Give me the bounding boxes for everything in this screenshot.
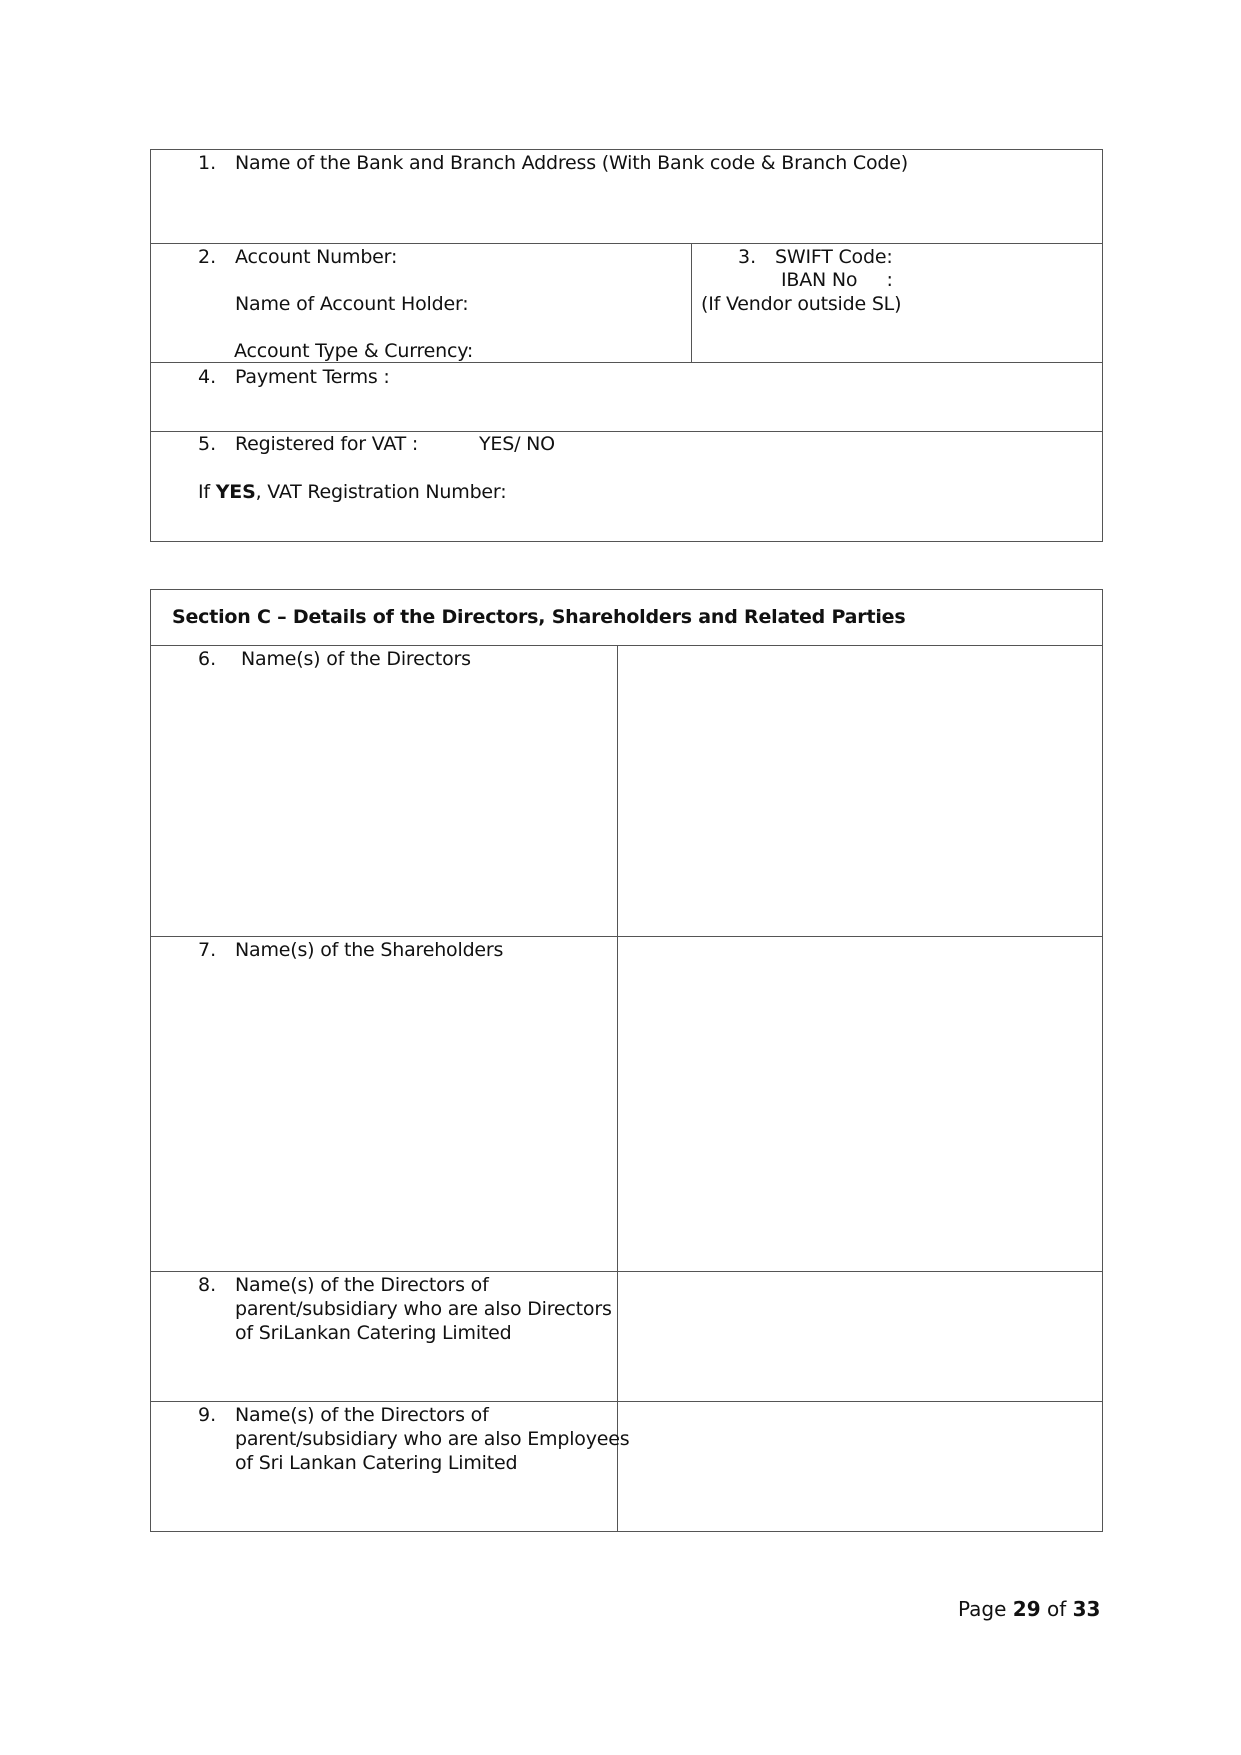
directors-names-label: Name(s) of the Directors bbox=[241, 648, 471, 670]
payment-terms-label: Payment Terms : bbox=[235, 366, 390, 388]
account-number-label: Account Number: bbox=[235, 246, 398, 268]
item-9-line-2: parent/subsidiary who are also Employees bbox=[235, 1428, 630, 1450]
row-divider bbox=[151, 243, 1102, 244]
vendor-outside-note: (If Vendor outside SL) bbox=[701, 293, 902, 315]
item-3-number: 3. bbox=[738, 246, 757, 268]
item-6-number: 6. bbox=[198, 648, 217, 670]
section-c-title: Section C – Details of the Directors, Shareholders and Related Parties bbox=[172, 606, 906, 628]
item-9-number: 9. bbox=[198, 1404, 217, 1426]
shareholders-names-label: Name(s) of the Shareholders bbox=[235, 939, 504, 961]
item-8-number: 8. bbox=[198, 1274, 217, 1296]
page-number: Page 29 of 33 bbox=[958, 1597, 1101, 1621]
item-9-line-3: of Sri Lankan Catering Limited bbox=[235, 1452, 518, 1474]
current-page: 29 bbox=[1012, 1597, 1041, 1621]
column-divider bbox=[617, 645, 618, 1531]
account-type-label: Account Type & Currency: bbox=[234, 340, 474, 362]
item-9-line-1: Name(s) of the Directors of bbox=[235, 1404, 489, 1426]
column-divider bbox=[691, 243, 692, 362]
item-5-number: 5. bbox=[198, 433, 217, 455]
item-2-number: 2. bbox=[198, 246, 217, 268]
row-divider bbox=[151, 936, 1102, 937]
item-8-line-3: of SriLankan Catering Limited bbox=[235, 1322, 512, 1344]
item-4-number: 4. bbox=[198, 366, 217, 388]
item-1-label: Name of the Bank and Branch Address (With Bank code & Branch Code) bbox=[235, 152, 908, 174]
vat-registration-number-label: If YES, VAT Registration Number: bbox=[198, 481, 507, 503]
row-divider bbox=[151, 1401, 1102, 1402]
total-pages: 33 bbox=[1072, 1597, 1101, 1621]
section-c-table bbox=[150, 589, 1103, 1532]
row-divider bbox=[151, 645, 1102, 646]
item-7-number: 7. bbox=[198, 939, 217, 961]
item-1-number: 1. bbox=[198, 152, 217, 174]
swift-code-label: SWIFT Code: bbox=[775, 246, 893, 268]
item-8-line-1: Name(s) of the Directors of bbox=[235, 1274, 489, 1296]
item-8-line-2: parent/subsidiary who are also Directors bbox=[235, 1298, 612, 1320]
account-holder-label: Name of Account Holder: bbox=[235, 293, 469, 315]
row-divider bbox=[151, 1271, 1102, 1272]
iban-label: IBAN No : bbox=[781, 269, 893, 291]
vat-yes-no-options: YES/ NO bbox=[479, 433, 555, 455]
vat-registered-label: Registered for VAT : bbox=[235, 433, 419, 455]
yes-emphasis: YES bbox=[215, 481, 256, 503]
